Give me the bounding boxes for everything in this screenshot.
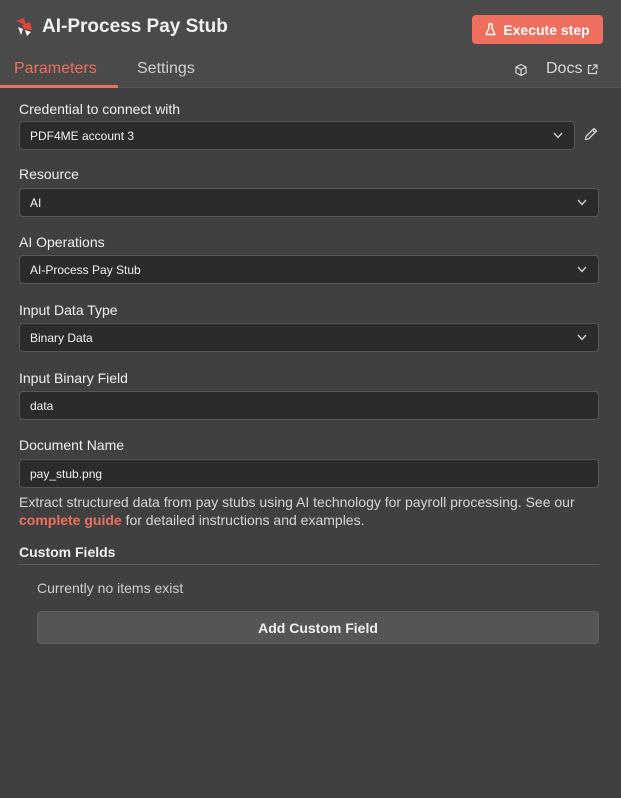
- input-type-select[interactable]: [19, 323, 599, 352]
- credential-value: PDF4ME account 3: [30, 128, 135, 143]
- document-name-input[interactable]: [19, 459, 599, 488]
- binary-field-input[interactable]: [19, 391, 599, 420]
- node-header: [0, 0, 621, 88]
- credential-select[interactable]: [19, 121, 575, 150]
- document-name-value: pay_stub.png: [30, 466, 103, 481]
- resource-value: AI: [30, 195, 42, 210]
- external-link-icon: [587, 64, 598, 75]
- active-tab-indicator: [0, 85, 118, 88]
- hint-text-before: Extract structured data from pay stubs using AI technology for payroll processing. See our: [19, 494, 575, 510]
- chevron-down-icon: [553, 132, 563, 139]
- credential-label: Credential to connect with: [19, 101, 181, 117]
- custom-fields-divider: [19, 564, 599, 565]
- resource-label: Resource: [19, 166, 79, 182]
- chevron-down-icon: [577, 199, 587, 206]
- operation-label: AI Operations: [19, 234, 105, 250]
- cube-icon[interactable]: [514, 63, 528, 77]
- hint-text-after: for detailed instructions and examples.: [121, 512, 365, 528]
- docs-link[interactable]: [546, 60, 598, 78]
- document-name-label: Document Name: [19, 437, 125, 453]
- docs-label: Docs: [546, 60, 583, 77]
- binary-field-value: data: [30, 398, 54, 413]
- complete-guide-link[interactable]: complete guide: [19, 512, 122, 528]
- input-type-value: Binary Data: [30, 330, 93, 345]
- chevron-down-icon: [577, 266, 587, 273]
- node-title: AI-Process Pay Stub: [42, 16, 228, 37]
- custom-fields-empty-text: Currently no items exist: [37, 580, 184, 596]
- execute-step-button[interactable]: [472, 15, 603, 44]
- tab-parameters[interactable]: Parameters: [14, 60, 97, 77]
- pdf4me-logo-icon: [14, 17, 34, 37]
- execute-step-label: Execute step: [503, 21, 590, 38]
- operation-value: AI-Process Pay Stub: [30, 262, 141, 277]
- tab-settings[interactable]: Settings: [137, 60, 195, 77]
- binary-field-label: Input Binary Field: [19, 370, 128, 386]
- custom-fields-label: Custom Fields: [19, 544, 116, 560]
- flask-icon: [485, 23, 496, 36]
- operation-select[interactable]: [19, 255, 599, 284]
- input-type-label: Input Data Type: [19, 302, 118, 318]
- chevron-down-icon: [577, 334, 587, 341]
- resource-select[interactable]: [19, 188, 599, 217]
- edit-credential-icon[interactable]: [583, 126, 599, 142]
- add-custom-field-button[interactable]: Add Custom Field: [37, 611, 599, 644]
- operation-hint: [19, 493, 609, 529]
